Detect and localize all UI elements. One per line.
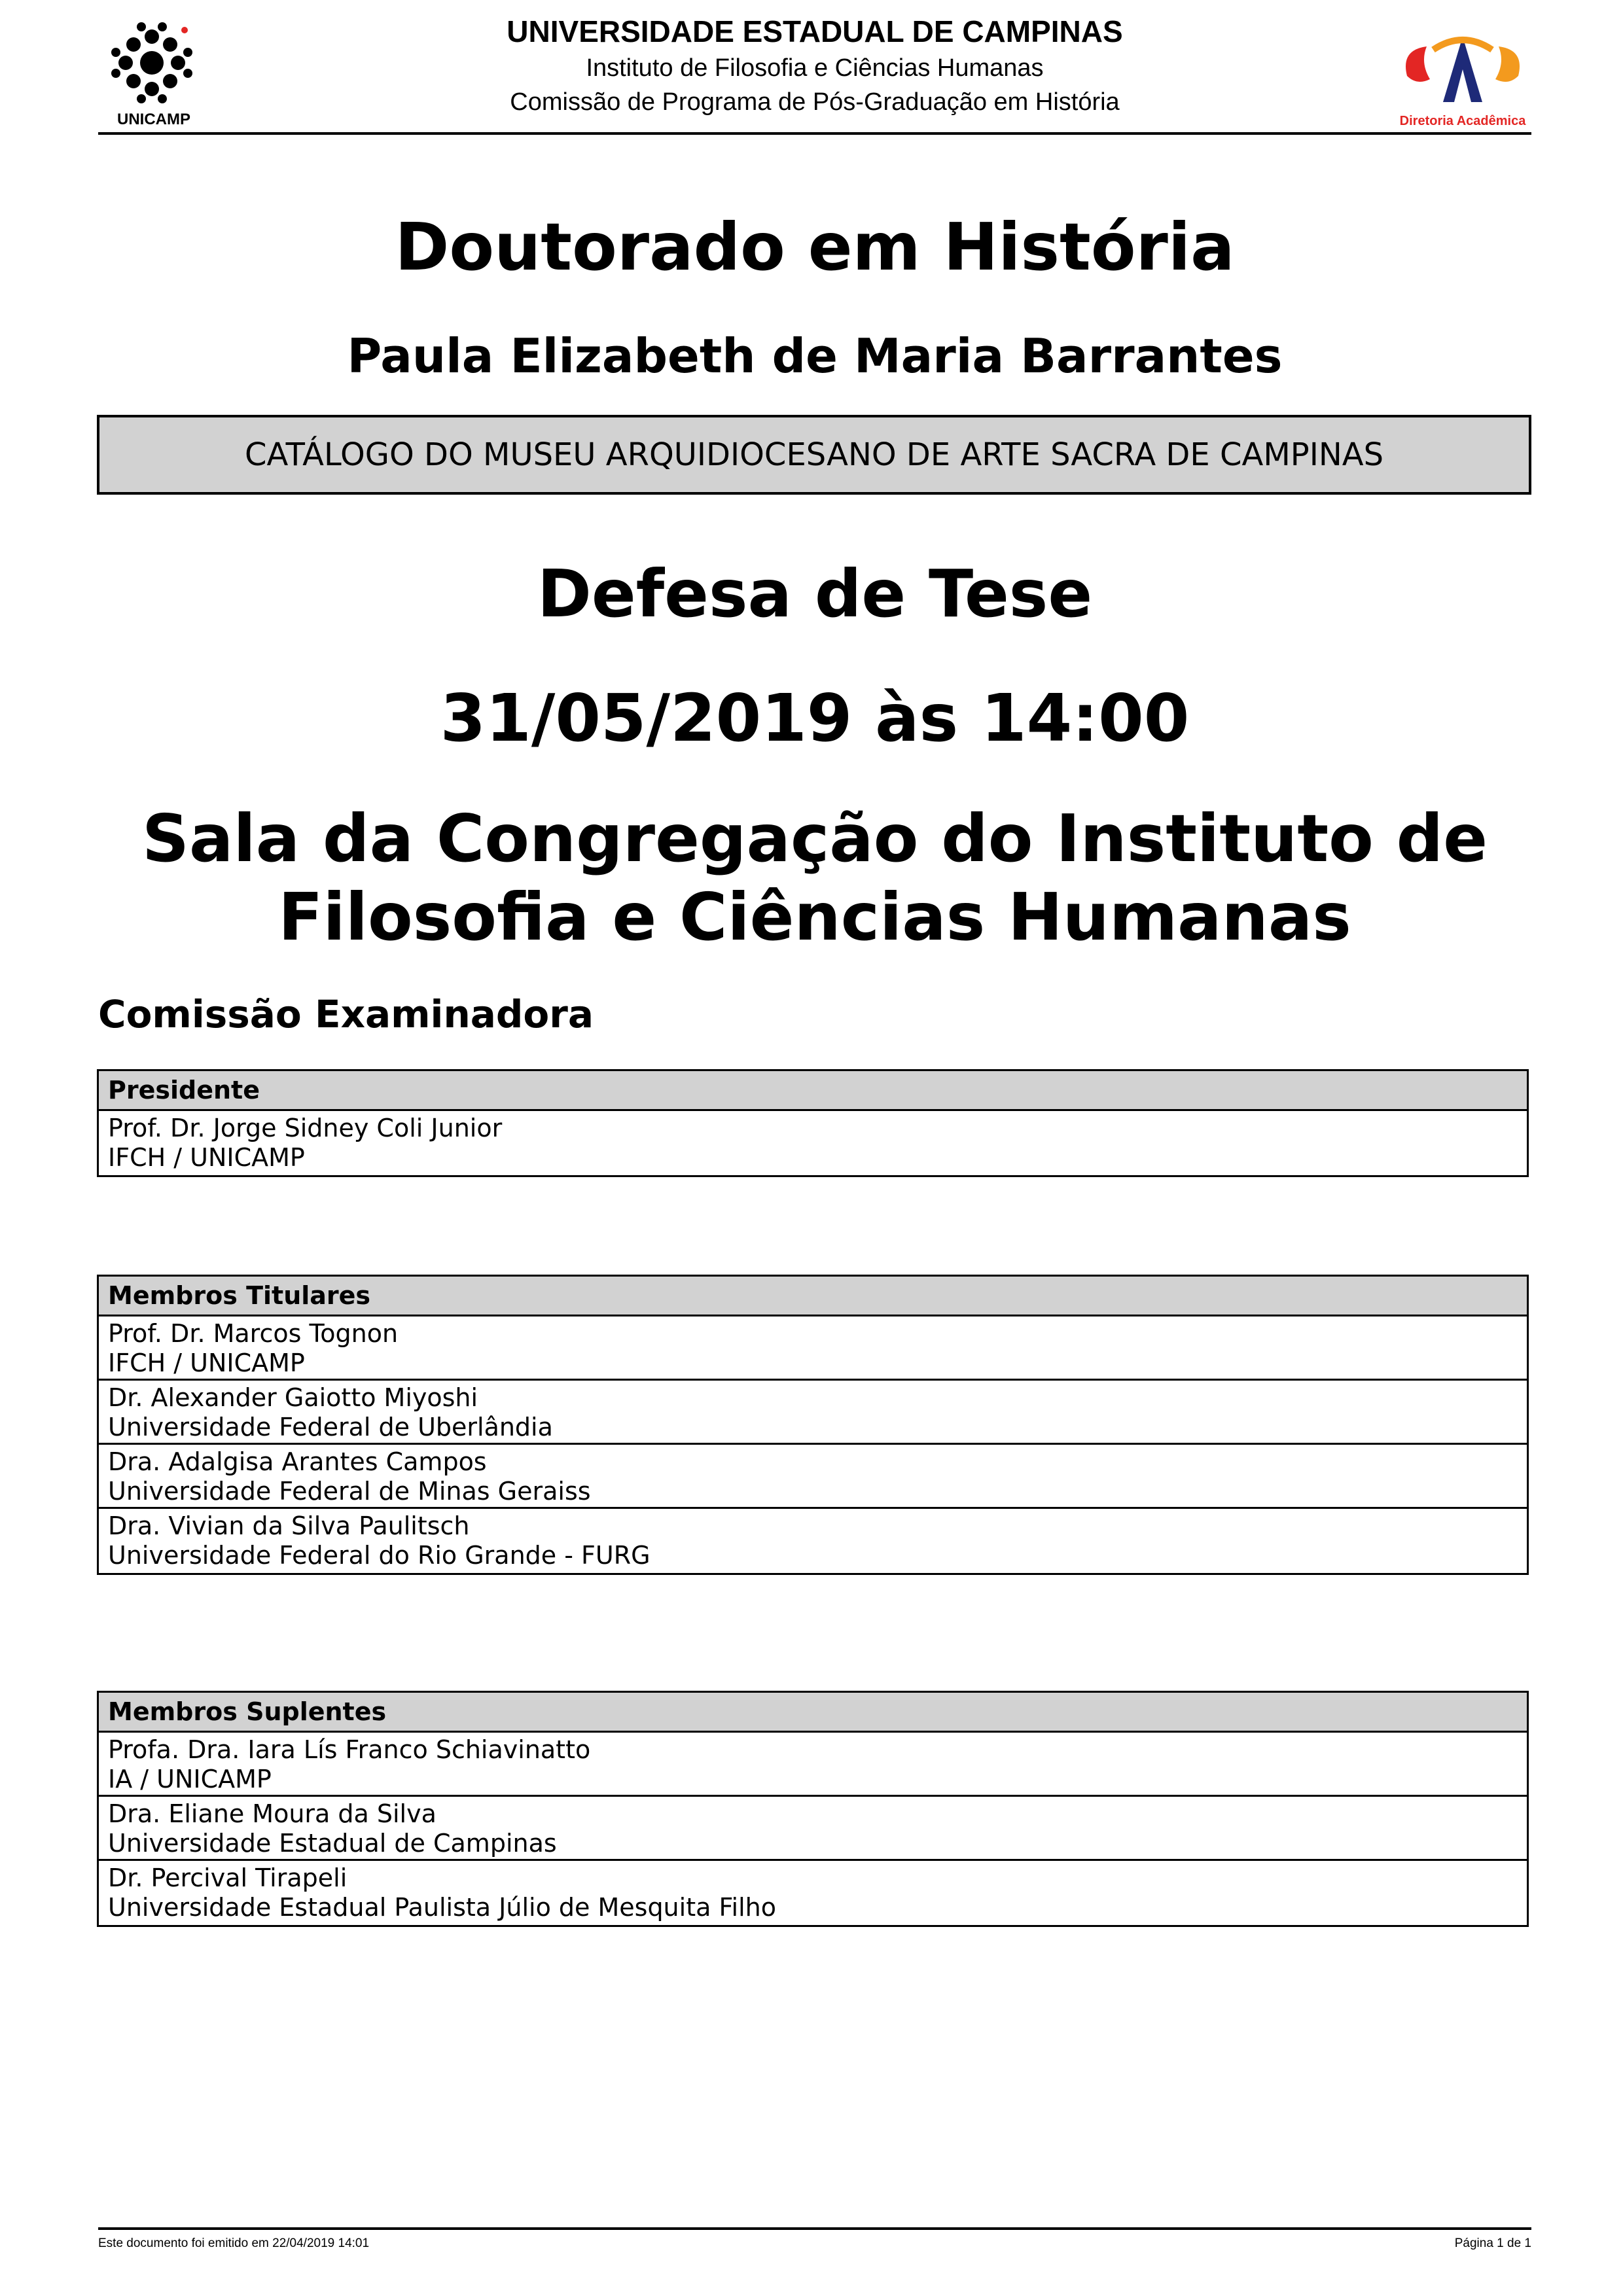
table-row (99, 1509, 1527, 1573)
dac-logo (1394, 30, 1531, 135)
member-affiliation: Universidade Estadual de Campinas (108, 1829, 557, 1858)
titulares-table (97, 1275, 1529, 1575)
suplentes-table (97, 1691, 1529, 1927)
institute-name: Instituto de Filosofia e Ciências Humanas (586, 54, 1044, 82)
table-header: Presidente (99, 1071, 1527, 1111)
table-row (99, 1797, 1527, 1861)
table-row (99, 1733, 1527, 1797)
table-row (99, 1316, 1527, 1381)
commission-name: Comissão de Programa de Pós-Graduação em História (510, 88, 1120, 116)
unicamp-logo (105, 20, 203, 131)
university-name: UNIVERSIDADE ESTADUAL DE CAMPINAS (507, 14, 1123, 48)
unicamp-logo-text: UNICAMP (117, 111, 190, 128)
student-name: Paula Elizabeth de Maria Barrantes (347, 328, 1283, 383)
member-name: Dra. Adalgisa Arantes Campos (108, 1447, 487, 1476)
table-row (99, 1445, 1527, 1509)
table-header: Membros Titulares (99, 1277, 1527, 1316)
page-number: Página 1 de 1 (1454, 2236, 1531, 2250)
program-title: Doutorado em História (395, 209, 1235, 285)
issued-note: Este documento foi emitido em 22/04/2019 14:01 (98, 2236, 370, 2250)
member-affiliation: IFCH / UNICAMP (108, 1349, 305, 1377)
member-name: Prof. Dr. Jorge Sidney Coli Junior (108, 1114, 503, 1142)
header-divider (98, 132, 1531, 135)
document-header (98, 12, 1531, 133)
event-room-line1: Sala da Congregação do Instituto de (141, 800, 1488, 877)
member-name: Dr. Alexander Gaiotto Miyoshi (108, 1383, 478, 1412)
member-affiliation: Universidade Estadual Paulista Júlio de Mesquita Filho (108, 1893, 777, 1922)
member-name: Dr. Percival Tirapeli (108, 1863, 348, 1892)
member-name: Dra. Eliane Moura da Silva (108, 1799, 437, 1828)
table-header: Membros Suplentes (99, 1693, 1527, 1733)
event-title: Defesa de Tese (537, 556, 1093, 632)
member-affiliation: IFCH / UNICAMP (108, 1143, 305, 1172)
member-name: Prof. Dr. Marcos Tognon (108, 1319, 399, 1348)
event-room (98, 800, 1531, 957)
dac-logo-text: Diretoria Acadêmica (1399, 114, 1526, 128)
member-affiliation: IA / UNICAMP (108, 1765, 272, 1793)
thesis-title: CATÁLOGO DO MUSEU ARQUIDIOCESANO DE ARTE SACRA DE CAMPINAS (244, 436, 1384, 473)
footer-divider (98, 2227, 1531, 2230)
thesis-title-box (97, 415, 1531, 495)
event-datetime: 31/05/2019 às 14:00 (440, 680, 1190, 756)
member-name: Dra. Vivian da Silva Paulitsch (108, 1511, 470, 1540)
event-room-line2: Filosofia e Ciências Humanas (278, 879, 1351, 955)
member-name: Profa. Dra. Iara Lís Franco Schiavinatto (108, 1735, 591, 1764)
member-affiliation: Universidade Federal de Minas Geraiss (108, 1477, 591, 1506)
committee-title: Comissão Examinadora (98, 992, 594, 1036)
header-text (294, 12, 1335, 119)
member-affiliation: Universidade Federal de Uberlândia (108, 1413, 553, 1441)
table-row (99, 1381, 1527, 1445)
table-row (99, 1861, 1527, 1925)
table-row (99, 1111, 1527, 1175)
president-table (97, 1069, 1529, 1177)
member-affiliation: Universidade Federal do Rio Grande - FURG (108, 1541, 651, 1570)
